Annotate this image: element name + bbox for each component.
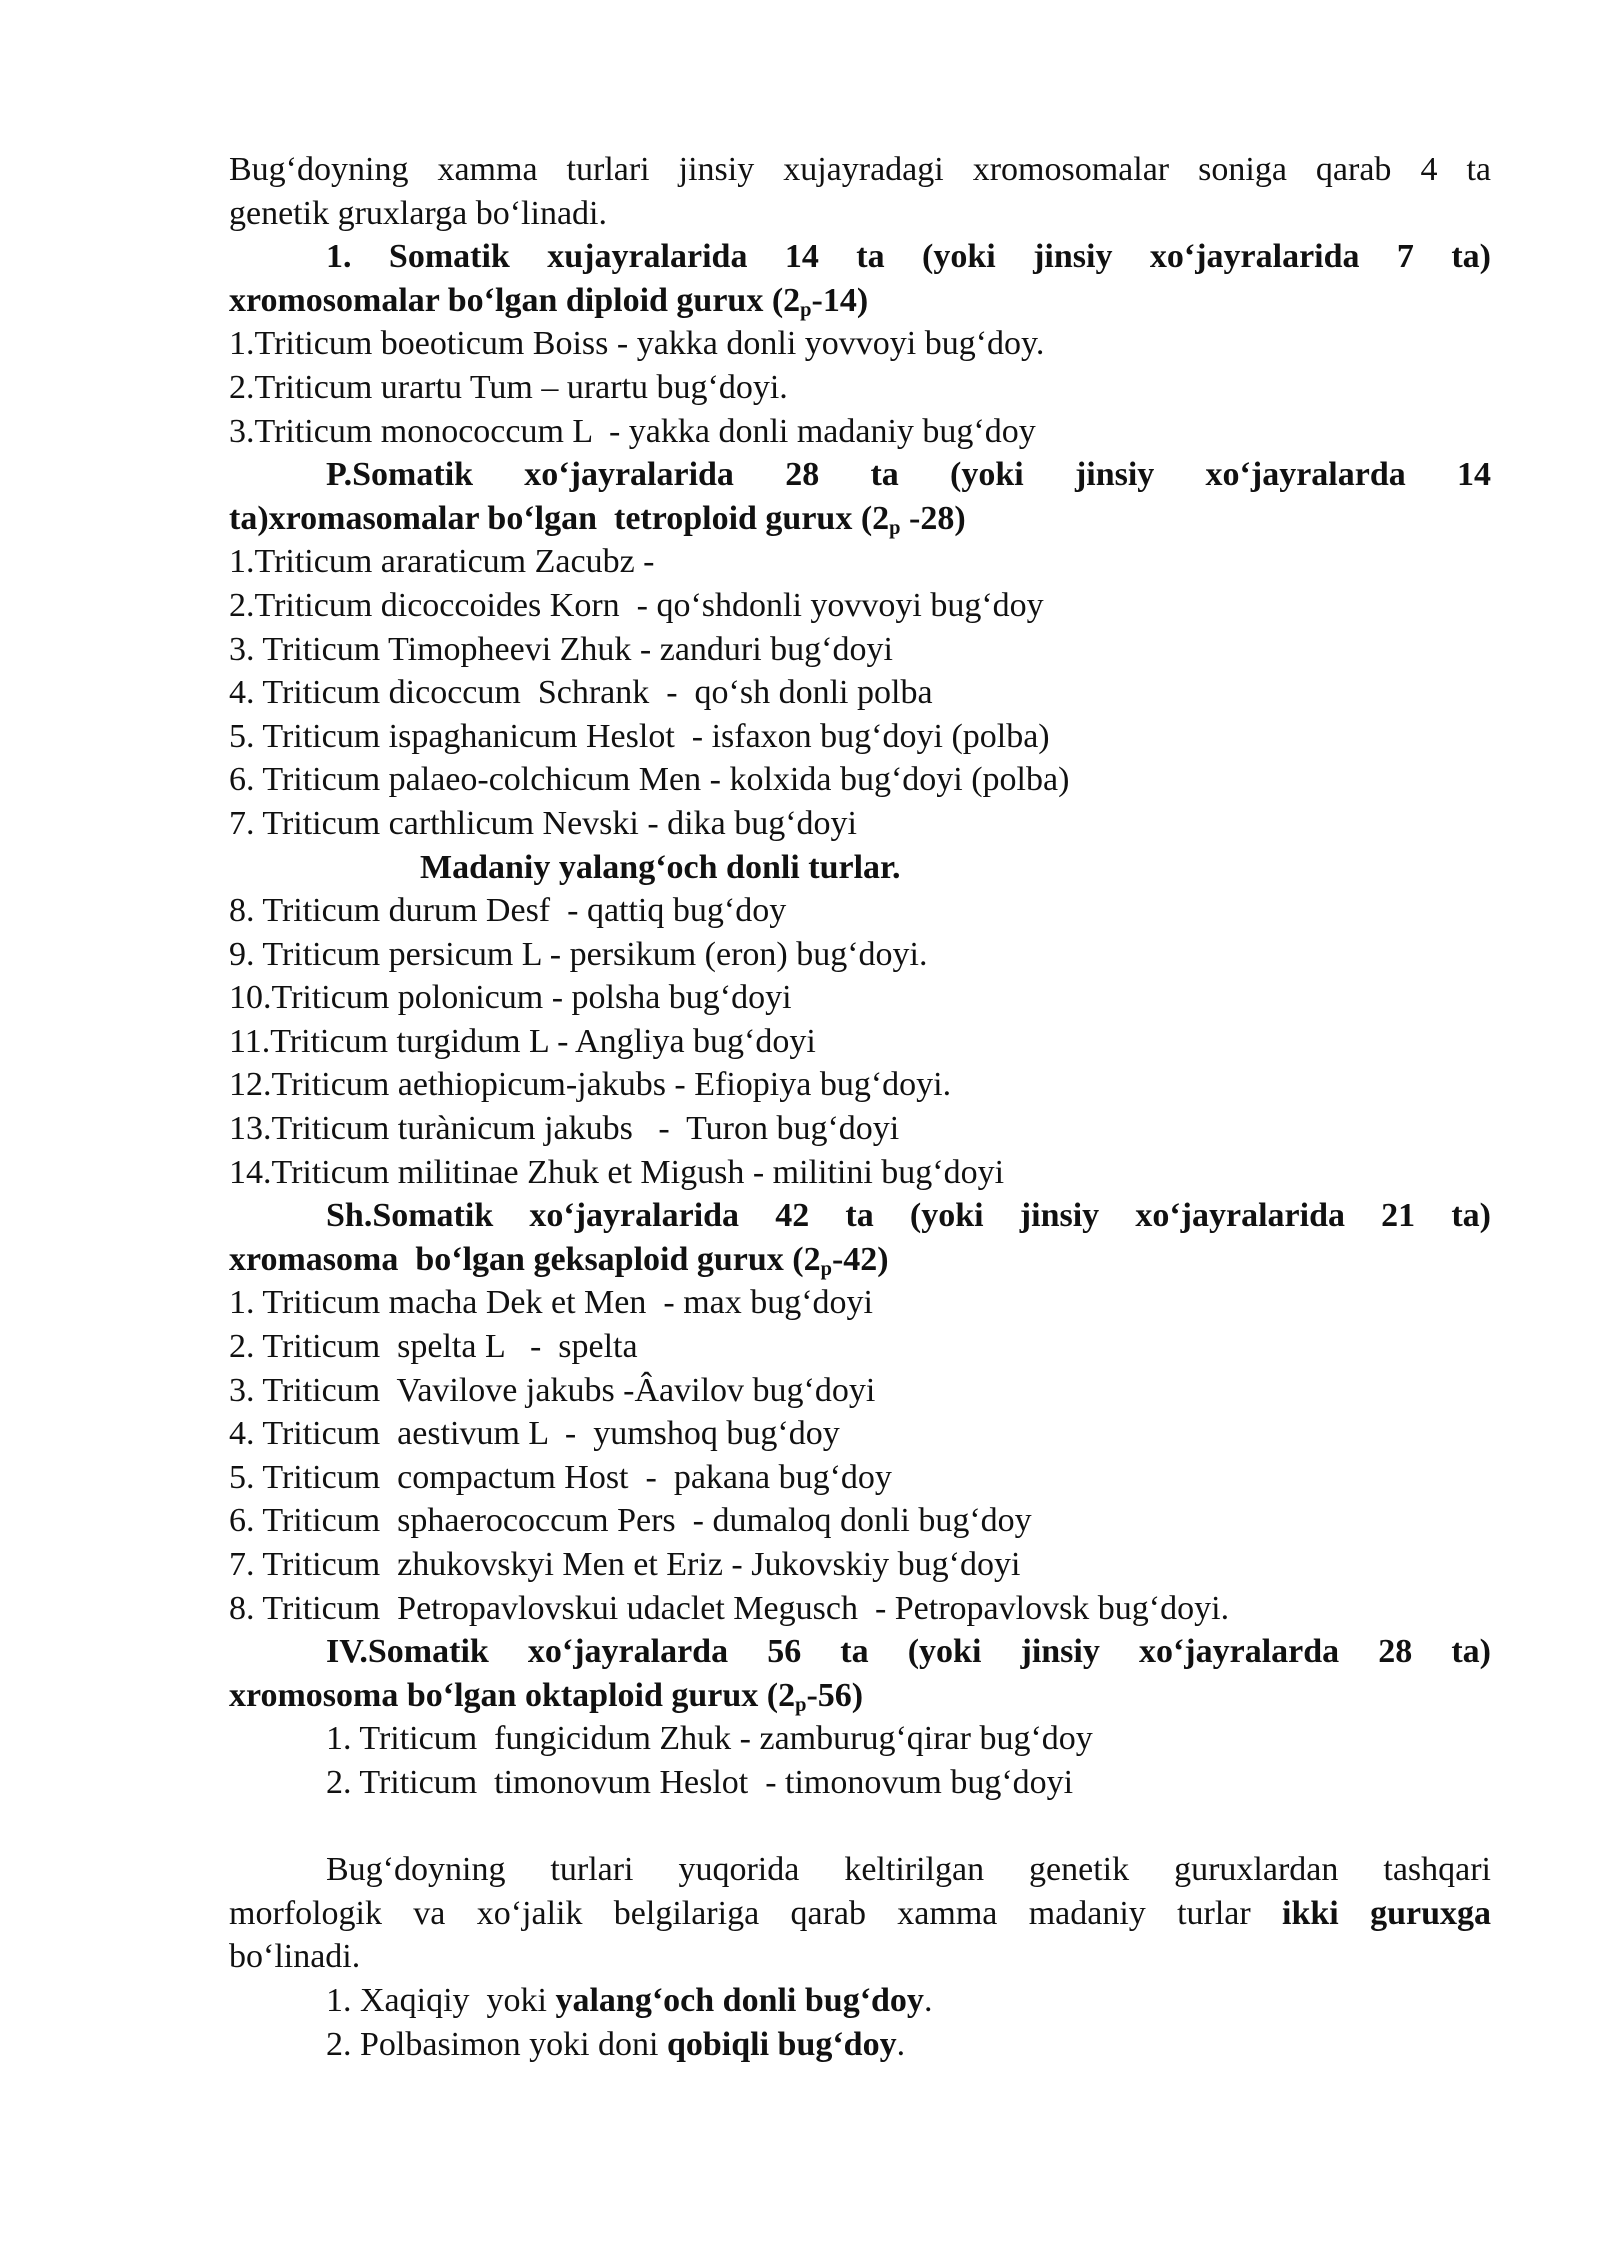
intro-line-1: Bug‘doyning xamma turlari jinsiy xujayradagi xromosomalar soniga qarab 4 ta <box>229 151 1491 188</box>
list-item: 2. Triticum timonovum Heslot - timonovum bug‘doyi <box>326 1763 1074 1801</box>
document-page <box>229 148 1491 2066</box>
group3-heading-line-1: Sh.Somatik xo‘jayralarida 42 ta (yoki jinsiy xo‘jayralarida 21 ta) <box>326 1197 1491 1235</box>
list-item: 8. Triticum durum Desf - qattiq bug‘doy <box>229 892 787 930</box>
conclusion-line-1: Bug‘doyning turlari yuqorida keltirilgan genetik guruxlardan tashqari <box>326 1851 1491 1889</box>
list-item: 10.Triticum polonicum - polsha bug‘doyi <box>229 979 792 1017</box>
list-item: 2. Triticum spelta L - spelta <box>229 1328 638 1366</box>
conclusion-item-2: 2. Polbasimon yoki doni qobiqli bug‘doy. <box>326 2025 906 2063</box>
list-item: 7. Triticum carthlicum Nevski - dika bug‘doyi <box>229 804 857 842</box>
group4-heading-line-1: IV.Somatik xo‘jayralarda 56 ta (yoki jinsiy xo‘jayralarda 28 ta) <box>326 1633 1491 1671</box>
list-item: 5. Triticum ispaghanicum Heslot - isfaxon bug‘doyi (polba) <box>229 717 1050 755</box>
list-item: 4. Triticum aestivum L - yumshoq bug‘doy <box>229 1415 840 1453</box>
list-item: 14.Triticum militinae Zhuk et Migush - militini bug‘doyi <box>229 1153 1005 1191</box>
group3-heading-line-2: xromasoma bo‘lgan geksaploid gurux $(2_p-42)$ <box>229 1240 889 1280</box>
group2-heading-line-1: P.Somatik xo‘jayralarida 28 ta (yoki jinsiy xo‘jayralarda 14 <box>326 456 1491 494</box>
list-item: 4. Triticum dicoccum Schrank - qo‘sh donli polba <box>229 674 933 712</box>
list-item: 2.Triticum dicoccoides Korn - qo‘shdonli yovvoyi bug‘doy <box>229 586 1044 624</box>
list-item: 5. Triticum compactum Host - pakana bug‘doy <box>229 1458 892 1496</box>
group2-subtitle: Madaniy yalang‘och donli turlar. <box>420 848 901 886</box>
list-item: 6. Triticum sphaerococcum Pers - dumaloq donli bug‘doy <box>229 1502 1032 1540</box>
group1-heading-line-1: 1. Somatik xujayralarida 14 ta (yoki jinsiy xo‘jayralarida 7 ta) <box>326 238 1491 276</box>
list-item: 3. Triticum Vavilove jakubs -Âavilov bug‘doyi <box>229 1371 876 1409</box>
list-item: 1.Triticum boeoticum Boiss - yakka donli yovvoyi bug‘doy. <box>229 325 1045 363</box>
list-item: 11.Triticum turgidum L - Angliya bug‘doyi <box>229 1022 816 1060</box>
list-item: 3.Triticum monococcum L - yakka donli madaniy bug‘doy <box>229 412 1036 450</box>
list-item: 9. Triticum persicum L - persikum (eron) bug‘doyi. <box>229 935 928 973</box>
list-item: 6. Triticum palaeo-colchicum Men - kolxida bug‘doyi (polba) <box>229 761 1070 799</box>
group2-heading-line-2: ta)xromasomalar bo‘lgan tetroploid gurux ($2_p$ -28) <box>229 499 966 539</box>
list-item: 1. Triticum fungicidum Zhuk - zamburug‘qirar bug‘doy <box>326 1720 1093 1758</box>
list-item: 7. Triticum zhukovskyi Men et Eriz - Jukovskiy bug‘doyi <box>229 1546 1021 1583</box>
paragraph-gap <box>229 1805 1491 1849</box>
list-item: 2.Triticum urartu Tum – urartu bug‘doyi. <box>229 368 788 406</box>
intro-line-2: genetik gruxlarga bo‘linadi. <box>229 194 607 232</box>
list-item: 8. Triticum Petropavlovskui udaclet Megusch - Petropavlovsk bug‘doyi. <box>229 1589 1230 1627</box>
group1-heading-line-2: xromosomalar bo‘lgan diploid gurux $(2_p-14)$ <box>229 281 869 321</box>
conclusion-line-2: morfologik va xo‘jalik belgilariga qarab xamma madaniy turlar ikki guruxga <box>229 1894 1491 1932</box>
group4-heading-line-2: xromosoma bo‘lgan oktaploid gurux $(2_p-56)$ <box>229 1676 864 1716</box>
conclusion-line-3: bo‘linadi. <box>229 1938 361 1976</box>
list-item: 12.Triticum aethiopicum-jakubs - Efiopiya bug‘doyi. <box>229 1066 952 1104</box>
list-item: 13.Triticum turànicum jakubs - Turon bug‘doyi <box>229 1110 900 1148</box>
list-item: 3. Triticum Timopheevi Zhuk - zanduri bug‘doyi <box>229 630 893 668</box>
conclusion-item-1: 1. Xaqiqiy yoki yalang‘och donli bug‘doy. <box>326 1981 933 2019</box>
list-item: 1. Triticum macha Dek et Men - max bug‘doyi <box>229 1284 874 1322</box>
list-item: 1.Triticum araraticum Zacubz - <box>229 543 655 581</box>
